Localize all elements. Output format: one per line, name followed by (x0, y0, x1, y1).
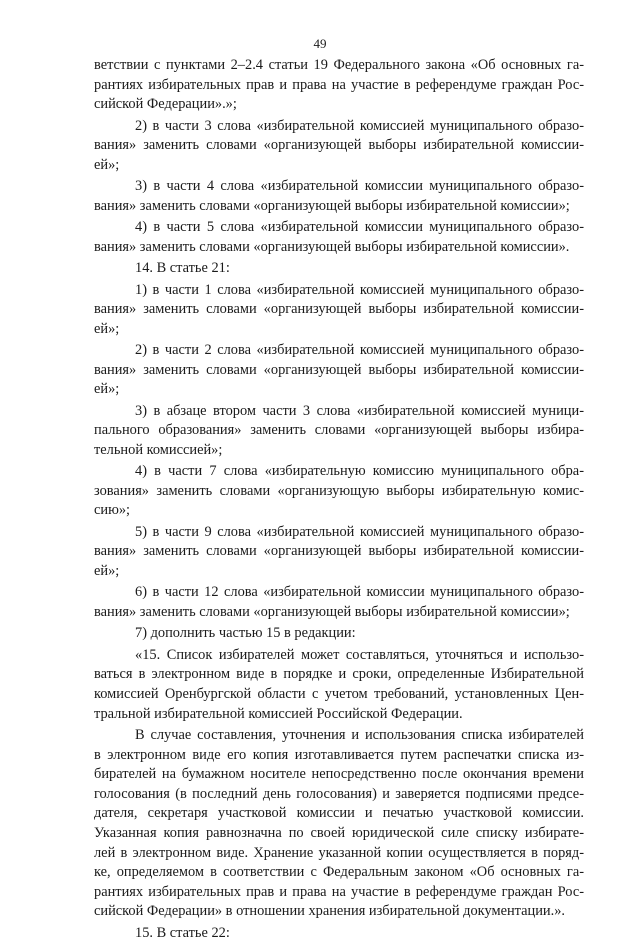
text-line: 1) в части 1 слова «избирательной комиссией муниципального образо- (135, 281, 584, 298)
paragraph (94, 402, 584, 461)
text-line: бирателей на бумажном носителе непосредственно после окончания времени (94, 766, 584, 783)
paragraph (94, 924, 584, 944)
text-line: 5) в части 9 слова «избирательной комиссией муниципального образо- (135, 523, 584, 540)
text-line: В случае составления, уточнения и использования списка избирателей (135, 726, 584, 743)
paragraph (94, 117, 584, 176)
paragraph (94, 523, 584, 582)
text-line: вания» заменить словами «организующей выборы избирательной комиссии- (94, 361, 584, 378)
text-line: ке, определяемом в соответствии с Федеральным законом «Об основных га- (94, 864, 584, 881)
text-line: ей»; (94, 381, 120, 398)
text-line: лей в электронном виде. Хранение указанной копии осуществляется в поряд- (94, 844, 584, 861)
text-line: зования» заменить словами «организующую выборы избирательную комис- (94, 482, 584, 499)
text-line: вания» заменить словами «организующей выборы избирательной комиссии- (94, 301, 584, 318)
text-line: 14. В статье 21: (135, 260, 230, 277)
document-body (94, 56, 584, 945)
text-line: ей»; (94, 156, 120, 173)
text-line: сию»; (94, 502, 131, 519)
text-line: «15. Список избирателей может составляться, уточняться и использо- (135, 646, 584, 663)
text-line: сийской Федерации» в отношении хранения избирательной документации.». (94, 903, 566, 920)
text-line: вания» заменить словами «организующей выборы избирательной комиссии- (94, 137, 584, 154)
text-line: 2) в части 3 слова «избирательной комиссией муниципального образо- (135, 117, 584, 134)
text-line: 2) в части 2 слова «избирательной комиссией муниципального образо- (135, 342, 584, 359)
text-line: тральной избирательной комиссией Российской Федерации. (94, 705, 463, 722)
text-line: комиссией Оренбургской области с учетом требований, установленных Цен- (94, 685, 584, 702)
paragraph (94, 56, 584, 115)
text-line: вания» заменить словами «организующей выборы избирательной комиссии- (94, 543, 584, 560)
text-line: сийской Федерации».»; (94, 96, 237, 113)
text-line: тельной комиссией»; (94, 441, 223, 458)
text-line: 15. В статье 22: (135, 924, 230, 941)
paragraph (94, 281, 584, 340)
text-line: 4) в части 7 слова «избирательную комиссию муниципального обра- (135, 463, 584, 480)
paragraph (94, 341, 584, 400)
paragraph (94, 583, 584, 622)
paragraph (94, 624, 584, 644)
paragraph (94, 177, 584, 216)
paragraph (94, 259, 584, 279)
text-line: в электронном виде его копия изготавливается путем распечатки списка из- (94, 746, 584, 763)
text-line: ей»; (94, 563, 120, 580)
text-line: вания» заменить словами «организующей выборы избирательной комиссии». (94, 238, 570, 255)
text-line: вания» заменить словами «организующей выборы избирательной комиссии»; (94, 604, 570, 620)
text-line: дателя, секретаря участковой комиссии и печатью участковой комиссии. (94, 805, 584, 822)
paragraph (94, 646, 584, 724)
paragraph (94, 462, 584, 521)
text-line: вания» заменить словами «организующей выборы избирательной комиссии»; (94, 197, 570, 214)
text-line: 7) дополнить частью 15 в редакции: (135, 625, 356, 642)
text-line: рантиях избирательных прав и права на участие в референдуме граждан Рос- (94, 883, 584, 900)
text-line: 4) в части 5 слова «избирательной комиссии муниципального образо- (135, 219, 584, 236)
text-line: Указанная копия равнозначна по своей юридической силе списку избирате- (94, 824, 584, 841)
text-line: 3) в абзаце втором части 3 слова «избирательной комиссией муници- (135, 402, 584, 419)
text-line: голосования (в последний день голосования) и заверяется подписями предсе- (94, 785, 584, 802)
page-number: 49 (313, 36, 327, 51)
text-line: 3) в части 4 слова «избирательной комиссии муниципального образо- (135, 178, 584, 195)
text-line: ей»; (94, 320, 120, 337)
paragraph (94, 726, 584, 922)
paragraph (94, 218, 584, 257)
text-line: ваться в электронном виде в порядке и сроки, определенные Избирательной (94, 666, 584, 683)
text-line: ветствии с пунктами 2–2.4 статьи 19 Федерального закона «Об основных га- (94, 57, 584, 73)
text-line: 6) в части 12 слова «избирательной комиссии муниципального образо- (135, 584, 584, 601)
text-line: рантиях избирательных прав и права на участие в референдуме граждан Рос- (94, 76, 584, 93)
text-line: пального образования» заменить словами «организующей выборы избира- (94, 422, 584, 439)
